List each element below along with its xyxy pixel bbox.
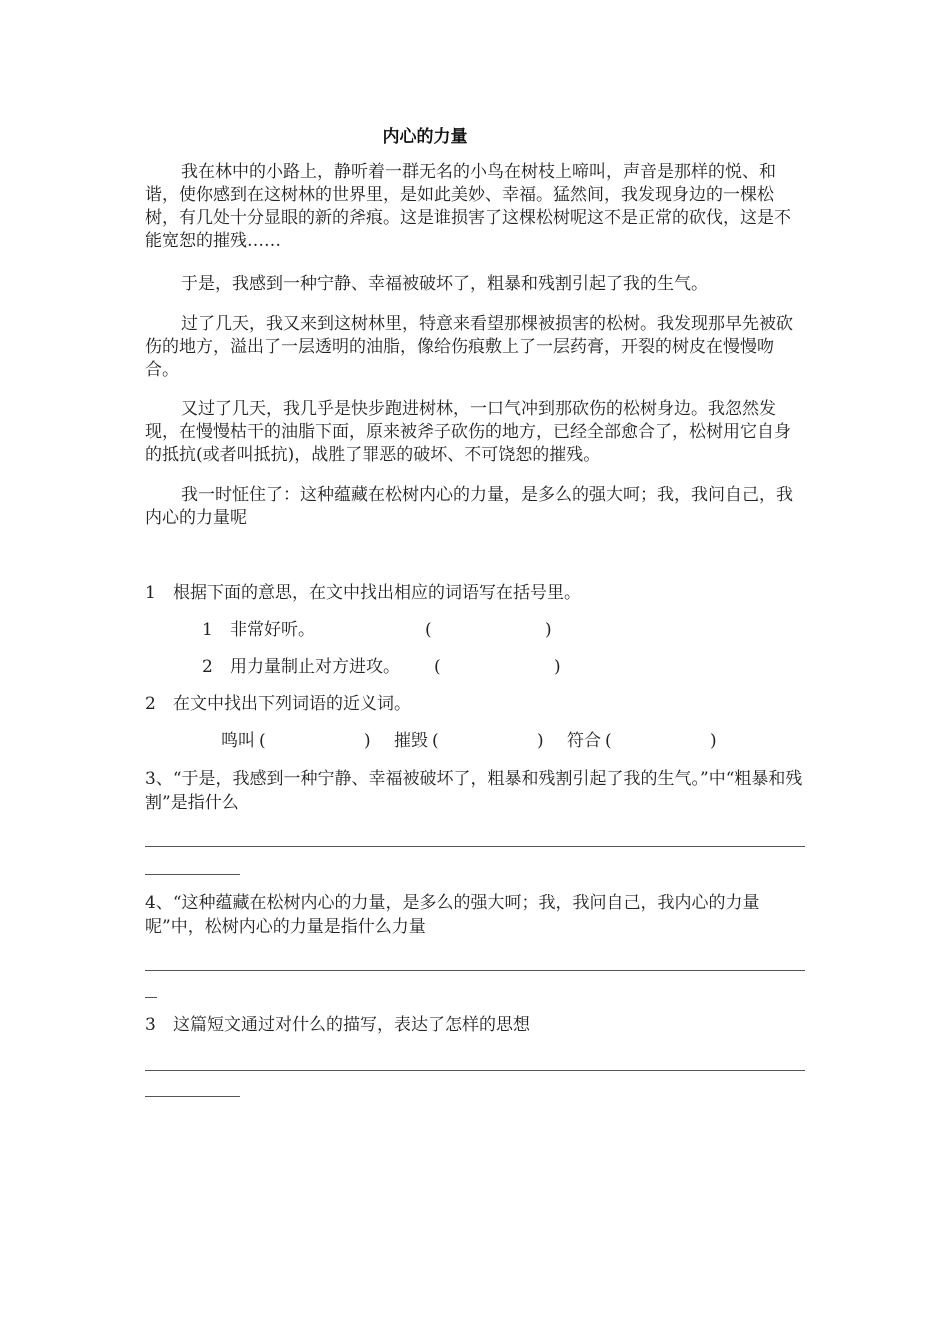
answer-paren-open: ( <box>259 731 266 751</box>
answer-line[interactable] <box>145 997 157 998</box>
answer-paren-close: ) <box>537 731 544 751</box>
answer-paren-close: ) <box>545 620 552 640</box>
question-number: 2 <box>145 694 156 714</box>
question-2 <box>145 693 411 716</box>
paragraph-5: 我一时怔住了：这种蕴藏在松树内心的力量，是多么的强大呵；我，我问自己，我内心的力量呢 <box>145 485 793 528</box>
item-text: 用力量制止对方进攻。 <box>230 657 400 677</box>
question-4: 4、“这种蕴藏在松树内心的力量，是多么的强大呵；我，我问自己，我内心的力量呢”中，松树内心的力量是指什么力量 <box>145 893 760 937</box>
paragraph-2: 于是，我感到一种宁静、幸福被破坏了，粗暴和残割引起了我的生气。 <box>181 274 708 294</box>
paragraph-3: 过了几天，我又来到这树林里，特意来看望那棵被损害的松树。我发现那早先被砍伤的地方，溢出了一层透明的油脂，像给伤痕敷上了一层药膏，开裂的树皮在慢慢吻合。 <box>145 314 793 380</box>
question-text: 这篇短文通过对什么的描写，表达了怎样的思想 <box>173 1015 530 1035</box>
answer-paren-open: ( <box>425 620 432 640</box>
item-number: 2 <box>202 657 213 677</box>
synonym-word-3: 符合 <box>567 731 601 751</box>
question-text: 根据下面的意思，在文中找出相应的词语写在括号里。 <box>173 583 581 603</box>
answer-paren-open: ( <box>605 731 612 751</box>
paragraph-4: 又过了几天，我几乎是快步跑进树林，一口气冲到那砍伤的松树身边。我忽然发现，在慢慢枯干的油脂下面，原来被斧子砍伤的地方，已经全部愈合了，松树用它自身的抵抗(或者叫抵抗)，战胜了罪恶的破坏、不可饶恕的摧残。 <box>145 399 791 465</box>
answer-paren-open: ( <box>432 731 439 751</box>
paragraph-1: 我在林中的小路上，静听着一群无名的小鸟在树枝上啼叫，声音是那样的悦、和谐，使你感到在这树林的世界里，是如此美妙、幸福。猛然间，我发现身边的一棵松树，有几处十分显眼的新的斧痕。这是谁损害了这棵松树呢这不是正常的砍伐，这是不能宽恕的摧残…… <box>145 162 791 251</box>
answer-paren-close: ) <box>364 731 371 751</box>
answer-line[interactable] <box>145 1070 805 1071</box>
question-number: 3 <box>145 1015 156 1035</box>
answer-line[interactable] <box>145 1096 240 1097</box>
answer-paren-close: ) <box>710 731 717 751</box>
answer-paren-close: ) <box>554 657 561 677</box>
answer-line[interactable] <box>145 970 805 971</box>
question-1 <box>145 582 581 605</box>
question-3: 3、“于是，我感到一种宁静、幸福被破坏了，粗暴和残割引起了我的生气。”中“粗暴和残割”是指什么 <box>145 769 803 813</box>
synonym-word-2: 摧毁 <box>394 731 428 751</box>
answer-paren-open: ( <box>434 657 441 677</box>
question-number: 1 <box>145 583 156 603</box>
item-number: 1 <box>202 620 213 640</box>
article-title: 内心的力量 <box>382 127 468 147</box>
question-5 <box>145 1014 530 1037</box>
question-1-item-2 <box>202 656 400 679</box>
question-1-item-1 <box>202 619 315 642</box>
item-text: 非常好听。 <box>230 620 315 640</box>
answer-line[interactable] <box>145 874 240 875</box>
answer-line[interactable] <box>145 846 805 847</box>
question-text: 在文中找出下列词语的近义词。 <box>173 694 411 714</box>
synonym-word-1: 鸣叫 <box>221 731 255 751</box>
